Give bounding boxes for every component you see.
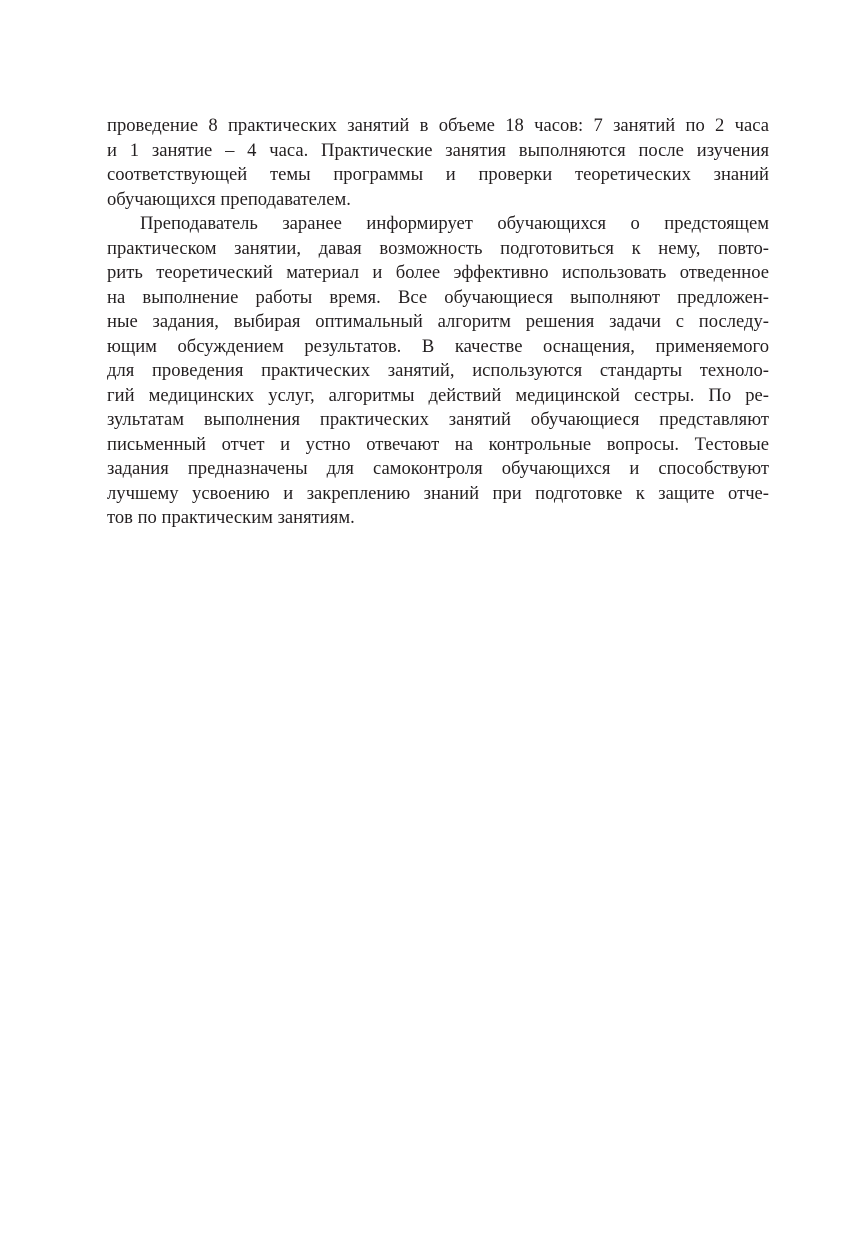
text-line: зультатам выполнения практических занятий обучающиеся представляют	[107, 409, 769, 430]
text-line: обучающихся преподавателем.	[107, 188, 351, 210]
text-line: Преподаватель заранее информирует обучающихся о предстоящем	[140, 213, 769, 234]
text-line: практическом занятии, давая возможность подготовиться к нему, повто-	[107, 237, 769, 259]
text-line: и 1 занятие – 4 часа. Практические занятия выполняются после изучения	[107, 139, 769, 161]
text-line: для проведения практических занятий, используются стандарты техноло-	[107, 360, 769, 381]
text-line: задания предназначены для самоконтроля обучающихся и способствуют	[107, 458, 769, 479]
text-line: проведение 8 практических занятий в объеме 18 часов: 7 занятий по 2 часа	[107, 115, 769, 136]
text-line: ные задания, выбирая оптимальный алгоритм решения задачи с последу-	[107, 311, 769, 332]
paragraph-2	[107, 212, 769, 531]
paragraph-1	[107, 114, 769, 212]
text-line: письменный отчет и устно отвечают на контрольные вопросы. Тестовые	[107, 433, 769, 455]
text-line: гий медицинских услуг, алгоритмы действий медицинской сестры. По ре-	[107, 384, 769, 406]
text-line: лучшему усвоению и закреплению знаний при подготовке к защите отче-	[107, 482, 769, 504]
text-line: соответствующей темы программы и проверки теоретических знаний	[107, 164, 769, 185]
body-text	[107, 114, 769, 531]
text-line: ющим обсуждением результатов. В качестве оснащения, применяемого	[107, 335, 769, 357]
text-line: тов по практическим занятиям.	[107, 507, 355, 528]
text-line: рить теоретический материал и более эффективно использовать отведенное	[107, 262, 769, 283]
text-line: на выполнение работы время. Все обучающиеся выполняют предложен-	[107, 286, 769, 308]
